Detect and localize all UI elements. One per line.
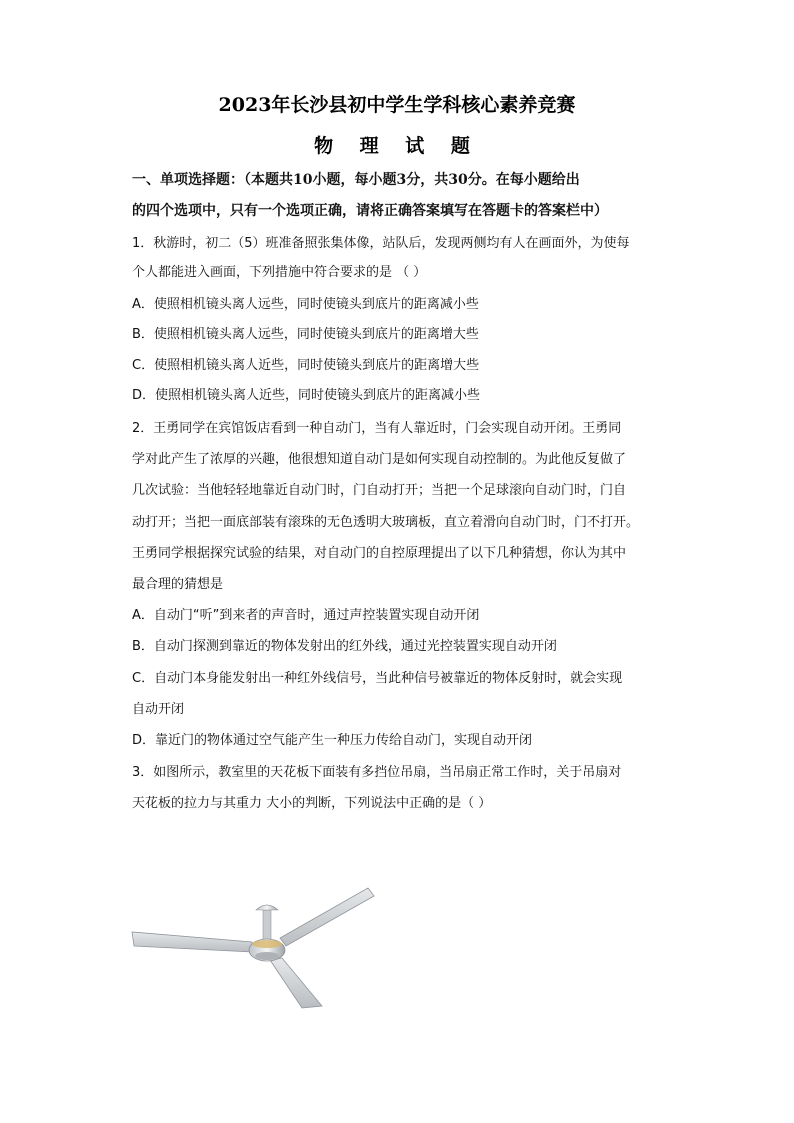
exam-subtitle: 物 理 试 题 [314, 135, 480, 157]
q1-option-b: B．使照相机镜头离人远些，同时使镜头到底片的距离增大些 [132, 327, 479, 342]
q2-stem-line-6: 最合理的猜想是 [132, 577, 224, 592]
q3-stem-line-2: 天花板的拉力与其重力 大小的判断，下列说法中正确的是（ ） [132, 796, 492, 811]
q2-option-d: D．靠近门的物体通过空气能产生一种压力传给自动门，实现自动开闭 [132, 733, 533, 748]
q1-stem-line-1: 1．秋游时，初二（5）班准备照张集体像，站队后，发现两侧均有人在画面外，为使每 [132, 236, 630, 251]
q2-stem-line-4: 动打开；当把一面底部装有滚珠的无色透明大玻璃板，直立着滑向自动门时，门不打开。 [132, 515, 640, 530]
q2-stem-line-5: 王勇同学根据探究试验的结果，对自动门的自控原理提出了以下几种猜想，你认为其中 [132, 546, 627, 561]
exam-title: 2023年长沙县初中学生学科核心素养竞赛 [218, 94, 576, 116]
ceiling-fan-icon [130, 880, 380, 1010]
q2-stem-line-1: 2．王勇同学在宾馆饭店看到一种自动门，当有人靠近时，门会实现自动开闭。王勇同 [132, 421, 622, 436]
q2-stem-line-2: 学对此产生了浓厚的兴趣，他很想知道自动门是如何实现自动控制的。为此他反复做了 [132, 452, 627, 467]
q3-stem-line-1: 3．如图所示，教室里的天花板下面装有多挡位吊扇，当吊扇正常工作时，关于吊扇对 [132, 765, 622, 780]
q2-stem-line-3: 几次试验：当他轻轻地靠近自动门时，门自动打开；当把一个足球滚向自动门时，门自 [132, 483, 627, 498]
q2-option-c-continued: 自动开闭 [132, 702, 185, 717]
q1-option-a: A．使照相机镜头离人远些，同时使镜头到底片的距离减小些 [132, 297, 479, 312]
section-heading-line-1: 一、单项选择题：（本题共10小题，每小题3分，共30分。在每小题给出 [132, 172, 580, 188]
section-heading-line-2: 的四个选项中，只有一个选项正确，请将正确答案填写在答题卡的答案栏中） [132, 203, 608, 219]
q1-option-d: D．使照相机镜头离人近些，同时使镜头到底片的距离减小些 [132, 388, 481, 403]
q2-option-c: C．自动门本身能发射出一种红外线信号，当此种信号被靠近的物体反射时，就会实现 [132, 671, 623, 686]
q2-option-b: B．自动门探测到靠近的物体发射出的红外线，通过光控装置实现自动开闭 [132, 639, 557, 654]
q1-stem-line-2: 个人都能进入画面，下列措施中符合要求的是 （ ） [132, 265, 427, 280]
q2-option-a: A．自动门“听”到来者的声音时，通过声控装置实现自动开闭 [132, 608, 480, 623]
q1-option-c: C．使照相机镜头离人近些，同时使镜头到底片的距离增大些 [132, 358, 480, 373]
